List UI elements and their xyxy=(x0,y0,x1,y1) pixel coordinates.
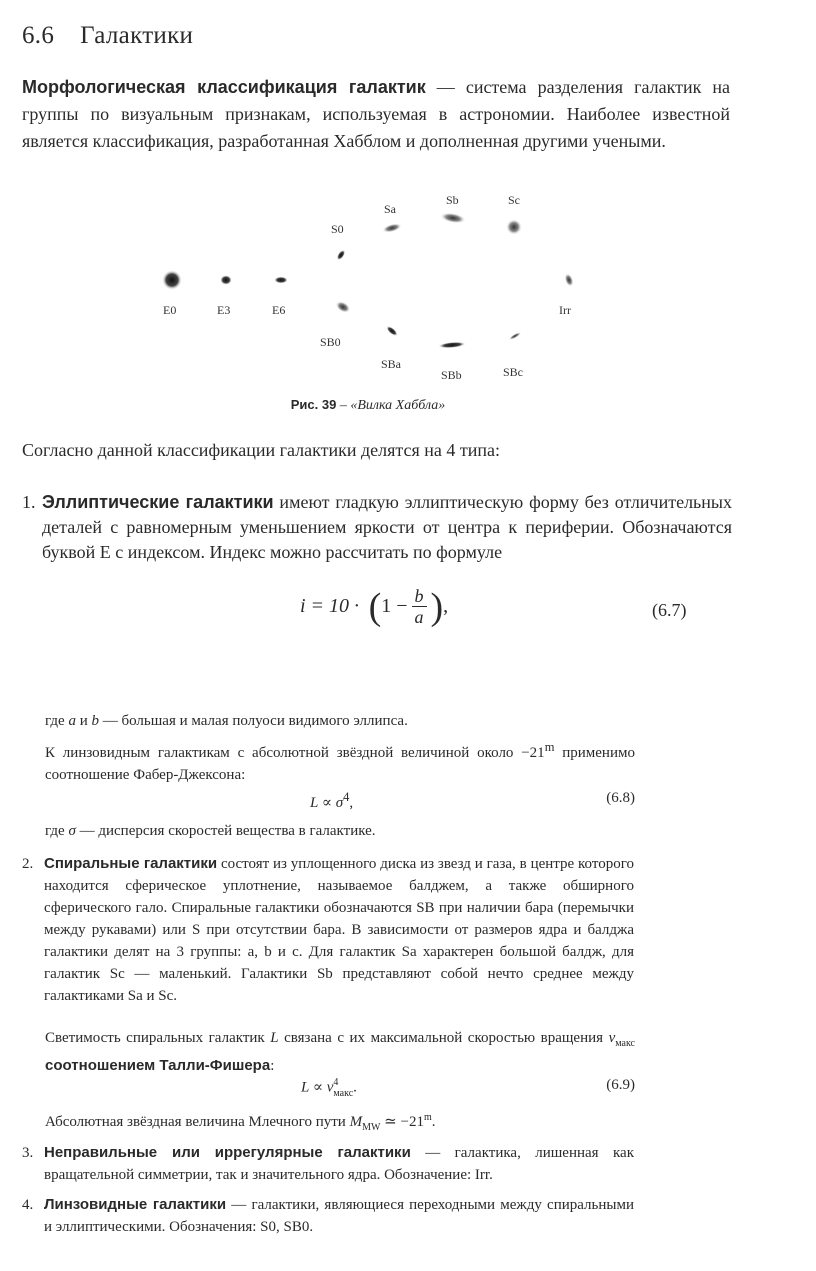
eq67-numerator: b xyxy=(412,586,427,607)
eq67-number: (6.7) xyxy=(652,600,687,620)
galaxy-sba-image xyxy=(385,324,400,338)
caption-title: «Вилка Хаббла» xyxy=(350,398,446,413)
galaxy-sbc-image xyxy=(508,331,522,341)
irregular-text: — галактика, лишенная как вращательной симметрии, так и значительного ядра. Обозначение: Irr. xyxy=(44,1145,634,1183)
label-s0: S0 xyxy=(331,222,344,236)
note-lenticular-faber-jackson xyxy=(45,736,635,786)
note2-sup: m xyxy=(544,740,555,754)
equation-6-7 xyxy=(0,578,736,638)
note2-text2: применимо соотношение Фабер-Джексона: xyxy=(45,745,635,783)
eq69-main: L ∝ v xyxy=(301,1079,334,1096)
eq67-fraction xyxy=(412,586,427,627)
milky-way-magnitude xyxy=(45,1107,635,1139)
list-number: 4. xyxy=(22,1197,34,1213)
eq67-denominator: a xyxy=(414,607,424,627)
mw-M: M xyxy=(349,1114,363,1130)
eq69-sub: макс xyxy=(333,1088,354,1099)
list-item-lenticular xyxy=(22,1194,634,1238)
lenticular-text: — галактики, являющиеся переходными между спиральными и эллиптическими. Обозначения: S0, SB0. xyxy=(44,1197,634,1235)
note1-pre: где xyxy=(45,713,69,729)
equation-6-8 xyxy=(45,790,635,816)
list-item-irregular xyxy=(22,1142,634,1186)
hubble-tuning-fork-figure xyxy=(150,185,600,420)
galaxy-sc-image xyxy=(506,219,522,235)
tully-fisher-paragraph xyxy=(45,1027,635,1077)
list-number: 1. xyxy=(22,492,36,512)
list-number: 3. xyxy=(22,1145,34,1161)
figure-caption xyxy=(0,397,736,414)
lum-v: v xyxy=(608,1030,616,1046)
eq68-number: (6.8) xyxy=(606,790,635,806)
section-title xyxy=(22,22,193,50)
list-number: 2. xyxy=(22,856,34,872)
equation-6-9 xyxy=(45,1077,635,1103)
label-sa: Sa xyxy=(384,202,396,216)
lenticular-term: Линзовидные галактики xyxy=(44,1196,227,1213)
label-e6: E6 xyxy=(272,303,286,317)
eq69-tail: . xyxy=(353,1079,357,1096)
galaxy-sb-image xyxy=(439,211,466,225)
galaxy-images xyxy=(150,185,600,395)
eq67-tail: , xyxy=(443,595,449,617)
eq69-scripts xyxy=(333,1077,353,1099)
note3-post: — дисперсия скоростей вещества в галактике. xyxy=(75,823,376,839)
galaxy-s0-image xyxy=(335,248,347,261)
mw-end: . xyxy=(431,1114,436,1130)
intro-text: — система разделения галактик на группы по визуальным признакам, используемая в астрономии. Наиболее известной является классификация, разработанная Хабблом и дополненная другими учеными. xyxy=(22,77,730,151)
spiral-text: состоят из уплощенного диска из звезд и газа, в центре которого находится сферическое уплотнение, называемое балджем, а также обширного сферического гало. Спиральные галактики обозначаются SB при наличии бара (перемычки между рукавами) или S при отсутствии бара. В зависимости от размеров ядра и балджа галактики делят на 3 группы: a, b и c. Для галактик Sa характерен большой балдж, для галактик Sc — маленький. Галактики Sb представляют собой нечто среднее между галактиками Sa и Sc. xyxy=(44,856,634,1004)
caption-dash: – xyxy=(336,398,351,413)
note1-mid: и xyxy=(75,713,92,729)
note3-pre: где xyxy=(45,823,69,839)
mw-pre: Абсолютная звёздная величина Млечного пути xyxy=(45,1114,350,1130)
eq68-tail: , xyxy=(349,795,354,811)
types-intro: Согласно данной классификации галактики делятся на 4 типа: xyxy=(22,440,500,460)
eq69-sup: 4 xyxy=(333,1077,339,1088)
eq69-number: (6.9) xyxy=(606,1077,635,1093)
note3-sigma: σ xyxy=(68,823,76,839)
tully-fisher-term: соотношением Талли-Фишера xyxy=(45,1057,271,1074)
note1-b: b xyxy=(91,713,99,729)
galaxy-sa-image xyxy=(381,222,402,235)
eq67-lhs: i = 10 · xyxy=(300,595,360,617)
label-sb0: SB0 xyxy=(320,335,341,349)
label-sba: SBa xyxy=(381,357,402,371)
intro-paragraph xyxy=(22,74,730,155)
galaxy-sb0-image xyxy=(334,299,353,316)
note2-text: К линзовидным галактикам с абсолютной звёздной величиной около −21 xyxy=(45,745,545,761)
eq67-one: 1 − xyxy=(381,595,408,617)
eq68-formula xyxy=(310,790,353,812)
label-sbb: SBb xyxy=(441,368,462,382)
galaxy-e3-image xyxy=(220,275,232,285)
eq67-paren-open: ( xyxy=(359,585,382,628)
lum-end: : xyxy=(270,1058,275,1074)
mw-sub: MW xyxy=(362,1122,381,1133)
mw-rel: ≃ −21 xyxy=(380,1114,424,1130)
label-sc: Sc xyxy=(508,193,520,207)
note-sigma xyxy=(45,820,635,842)
label-e0: E0 xyxy=(163,303,177,317)
label-sbc: SBc xyxy=(503,365,524,379)
elliptical-term: Эллиптические галактики xyxy=(42,492,274,512)
eq69-formula xyxy=(301,1077,357,1099)
galaxy-e0-image xyxy=(162,270,182,290)
galaxy-irr-image xyxy=(563,272,575,288)
eq68-sup: 4 xyxy=(343,790,350,804)
label-e3: E3 xyxy=(217,303,231,317)
mw-sup: m xyxy=(423,1112,432,1123)
list-item-elliptical xyxy=(22,490,732,565)
label-sb: Sb xyxy=(446,193,459,207)
galaxy-e6-image xyxy=(274,277,288,284)
note1-a: a xyxy=(68,713,76,729)
label-irr: Irr xyxy=(559,303,571,317)
section-title-text: Галактики xyxy=(80,22,194,49)
caption-prefix: Рис. 39 xyxy=(290,397,337,412)
note1-post: — большая и малая полуоси видимого эллипса. xyxy=(98,713,408,729)
list-item-spiral xyxy=(22,853,634,1007)
spiral-term: Спиральные галактики xyxy=(44,855,218,872)
lum-pre: Светимость спиральных галактик xyxy=(45,1030,271,1046)
lum-mid: связана с их максимальной скоростью вращения xyxy=(278,1030,609,1046)
section-number: 6.6 xyxy=(22,22,55,49)
eq67-paren-close: ) xyxy=(430,585,444,628)
irregular-term: Неправильные или иррегулярные галактики xyxy=(44,1144,411,1161)
lum-L: L xyxy=(270,1030,279,1046)
lum-sub: макс xyxy=(615,1038,635,1049)
note-semi-axes xyxy=(45,710,635,732)
elliptical-text: имеют гладкую эллиптическую форму без отличительных деталей с равномерным уменьшением яркости от центра к периферии. Обозначаются буквой E с индексом. Индекс можно рассчитать по формуле xyxy=(42,492,732,562)
intro-term: Морфологическая классификация галактик xyxy=(22,77,426,97)
eq68-main: L ∝ σ xyxy=(310,795,344,811)
galaxy-sbb-image xyxy=(438,341,466,349)
